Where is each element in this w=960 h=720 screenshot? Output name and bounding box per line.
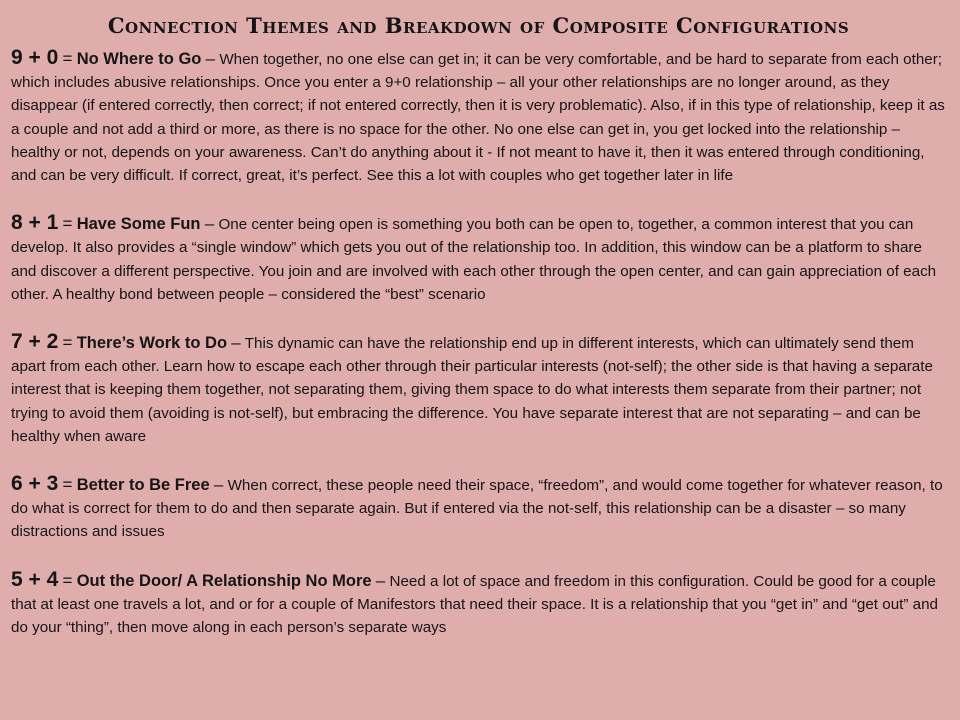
config-heading: Have Some Fun <box>76 215 201 234</box>
config-heading: There’s Work to Do <box>76 334 228 353</box>
config-code: 9 + 0 <box>11 46 59 69</box>
equals-sign: = <box>62 570 73 590</box>
dash-separator: – <box>204 214 215 234</box>
config-description: When correct, these people need their space, “freedom”, and would come together for whatever reason, to do what is correct for them to do and then separate again. But if entered via the not-self, this relationship can be a disaster – so many distractions and issues <box>11 477 943 541</box>
section-6-3 <box>11 472 946 544</box>
dash-separator: – <box>205 49 216 68</box>
config-description: Need a lot of space and freedom in this configuration. Could be good for a couple that at least one travels a lot, and or for a couple of Manifestors that need their space. It is a relationship that you “get in” and “get out” and do your “thing”, then move along in each person’s separate ways <box>11 572 938 637</box>
equals-sign: = <box>62 475 73 495</box>
document-title: Connection Themes and Breakdown of Composite Configurations <box>107 13 850 38</box>
config-heading: Out the Door/ A Relationship No More <box>76 571 372 590</box>
dash-separator: – <box>213 475 224 495</box>
config-heading: Better to Be Free <box>76 476 210 495</box>
section-8-1 <box>11 211 946 306</box>
config-description: When together, no one else can get in; it can be very comfortable, and be hard to separate from each other; which includes abusive relationships. Once you enter a 9+0 relationship – all your other relationships are no longer around, as they disappear (if entered correctly, then correct; if not entered correctly, then it is very problematic). Also, if in this type of relationship, keep it as a couple and not add a third or more, as there is no space for the other. No one else can get in, you get locked into the relationship – healthy or not, depends on your awareness. Can’t do anything about it - If not meant to have it, then it was entered through conditioning, and can be very difficult. If correct, great, it’s perfect. See this a lot with couples who get together later in life <box>11 51 945 185</box>
section-7-2 <box>11 330 946 448</box>
dash-separator: – <box>231 333 241 353</box>
config-heading: No Where to Go <box>76 50 202 68</box>
equals-sign: = <box>62 214 73 234</box>
section-5-4 <box>11 568 946 640</box>
section-9-0 <box>11 46 946 187</box>
config-description: This dynamic can have the relationship end up in different interests, which can ultimately send them apart from each other. Learn how to escape each other through their particular interests (not-self); the other side is that having a separate interest that is keeping them together, not separating them, giving them space to do what interests them separate from their partner; not trying to avoid them (avoiding is not-self), but embracing the difference. You have separate interest that are not separating – and can be healthy when aware <box>11 335 933 445</box>
config-code: 7 + 2 <box>11 330 59 354</box>
dash-separator: – <box>375 570 386 590</box>
config-code: 8 + 1 <box>11 211 59 235</box>
equals-sign: = <box>62 333 73 353</box>
equals-sign: = <box>62 49 73 68</box>
config-description: One center being open is something you both can be open to, together, a common interest that you can develop. It also provides a “single window” which gets you out of the relationship too. In addition, this window can be a platform to share and discover a different perspective. You join and are involved with each other through the open center, and can gain appreciation of each other. A healthy bond between people – considered the “best” scenario <box>11 216 937 303</box>
config-code: 6 + 3 <box>11 472 59 496</box>
config-code: 5 + 4 <box>11 567 59 591</box>
